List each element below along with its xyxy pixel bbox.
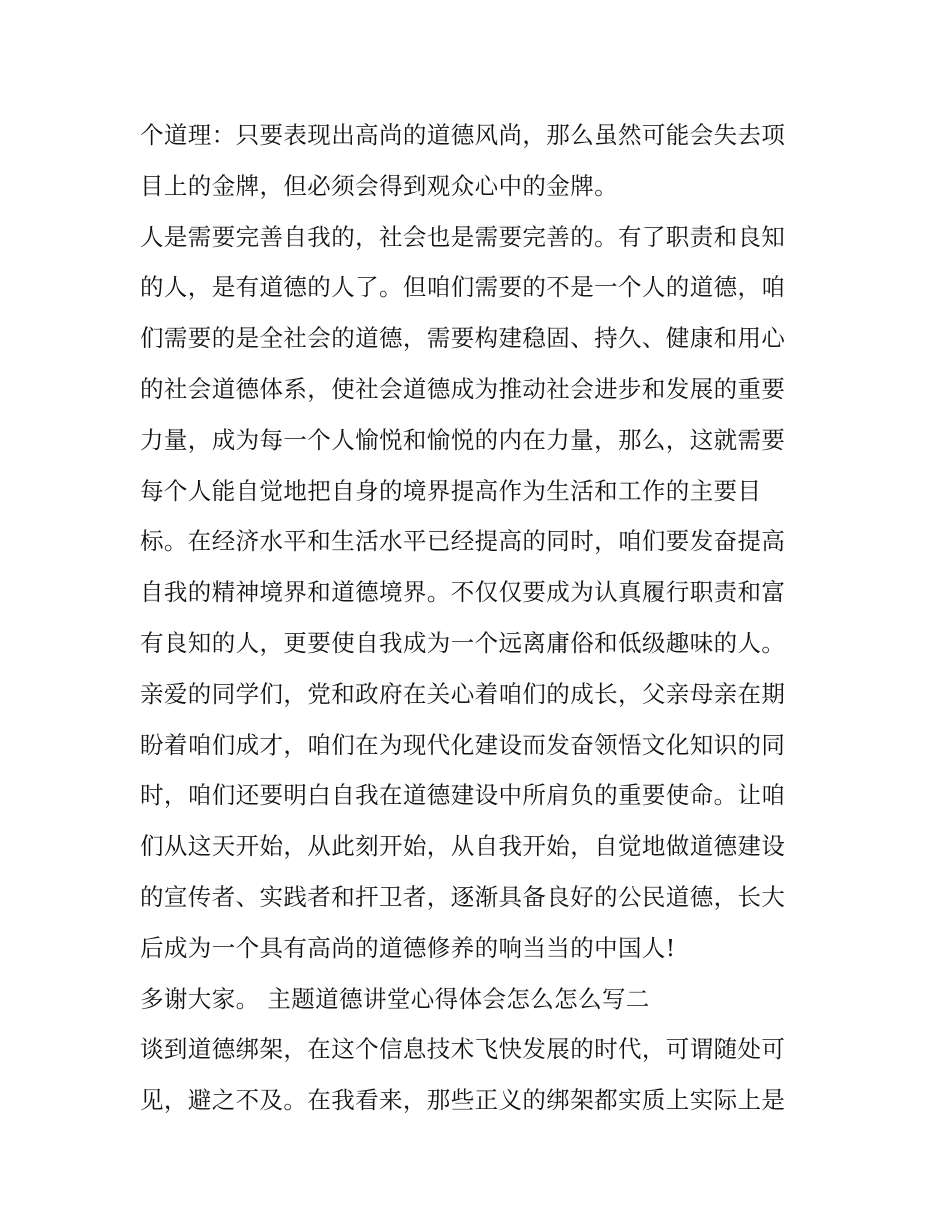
text-line: 每个人能自觉地把自身的境界提高作为生活和工作的主要目 — [140, 476, 762, 505]
text-line: 有良知的人，更要使自我成为一个远离庸俗和低级趣味的人。 — [140, 628, 786, 657]
text-line: 盼着咱们成才，咱们在为现代化建设而发奋领悟文化知识的同 — [140, 730, 786, 759]
text-line: 见，避之不及。在我看来，那些正义的绑架都实质上实际上是 — [140, 1086, 786, 1115]
text-line: 亲爱的同学们，党和政府在关心着咱们的成长，父亲母亲在期 — [140, 679, 786, 708]
text-line: 人是需要完善自我的，社会也是需要完善的。有了职责和良知 — [140, 222, 786, 251]
text-line: 们需要的是全社会的道德，需要构建稳固、持久、健康和用心 — [140, 324, 786, 353]
text-line: 时，咱们还要明白自我在道德建设中所肩负的重要使命。让咱 — [140, 781, 786, 810]
text-line: 谈到道德绑架，在这个信息技术飞快发展的时代，可谓随处可 — [140, 1035, 786, 1064]
text-line: 目上的金牌，但必须会得到观众心中的金牌。 — [140, 171, 618, 200]
text-line: 的宣传者、实践者和扞卫者，逐渐具备良好的公民道德，长大 — [140, 882, 786, 911]
text-line: 个道理：只要表现出高尚的道德风尚，那么虽然可能会失去项 — [140, 121, 786, 149]
text-line: 的社会道德体系，使社会道德成为推动社会进步和发展的重要 — [140, 374, 786, 403]
text-line: 们从这天开始，从此刻开始，从自我开始，自觉地做道德建设 — [140, 832, 786, 861]
text-line: 自我的精神境界和道德境界。不仅仅要成为认真履行职责和富 — [140, 578, 786, 607]
body-text — [140, 110, 820, 1126]
text-line: 标。在经济水平和生活水平已经提高的同时，咱们要发奋提高 — [140, 527, 786, 556]
text-line: 后成为一个具有高尚的道德修养的响当当的中国人! — [140, 933, 676, 962]
text-line: 力量，成为每一个人愉悦和愉悦的内在力量，那么，这就需要 — [140, 425, 786, 454]
text-line: 的人，是有道德的人了。但咱们需要的不是一个人的道德，咱 — [140, 273, 786, 302]
text-line: 多谢大家。 主题道德讲堂心得体会怎么怎么写二 — [140, 984, 650, 1013]
